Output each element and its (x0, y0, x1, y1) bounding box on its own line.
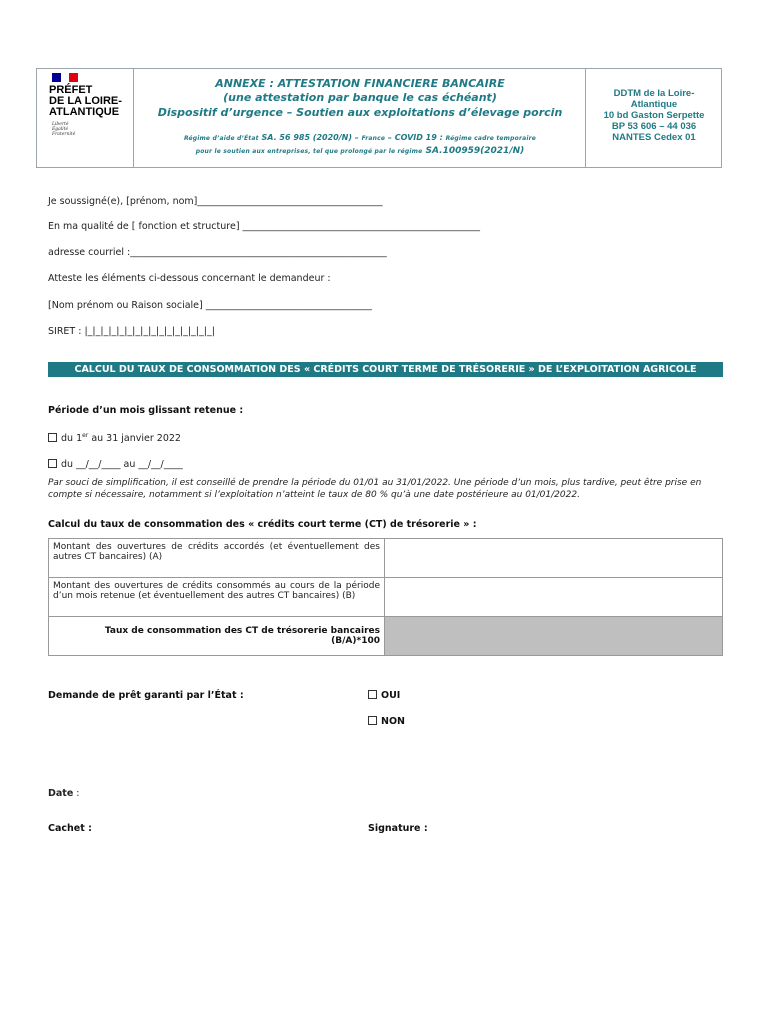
option1-b: au 31 janvier 2022 (88, 433, 181, 445)
atteste-text: Atteste les éléments ci-dessous concernant le demandeur : (48, 273, 331, 284)
regime-line-1 (134, 133, 586, 142)
table-row (49, 617, 723, 656)
checkbox-oui[interactable] (368, 690, 377, 699)
siret-field[interactable]: SIRET : |_|_|_|_|_|_|_|_|_|_|_|_|_|_|_|_| (48, 326, 215, 337)
regime-f: pour le soutien aux entreprises, tel que prolongé par le régime (195, 148, 423, 155)
devise-line-3: Fraternité (52, 132, 76, 137)
address-line-3: 10 bd Gaston Serpette (603, 110, 705, 121)
address-line-1: DDTM de la Loire- (613, 88, 695, 99)
periode-option-2[interactable] (48, 459, 183, 470)
option2-text: du __/__/____ au __/__/____ (61, 459, 183, 470)
logo-cell (36, 68, 134, 168)
flag-white (61, 73, 70, 82)
document-title: ANNEXE : ATTESTATION FINANCIERE BANCAIRE (215, 77, 505, 90)
pret-oui-option[interactable] (368, 690, 400, 701)
flag-blue (52, 73, 61, 82)
taux-label-line-1: Taux de consommation des CT de trésorerie bancaires (104, 626, 380, 636)
courriel-field[interactable]: adresse courriel :______________________________________________________ (48, 247, 387, 258)
pret-label: Demande de prêt garanti par l’État : (48, 690, 244, 701)
ddtm-address (591, 88, 717, 143)
regime-a: Régime d’aide d’État (183, 135, 259, 142)
address-line-2: Atlantique (630, 99, 678, 110)
taux-label-line-2: (B/A)*100 (331, 636, 380, 646)
calcul-heading: Calcul du taux de consommation des « crédits court terme (CT) de trésorerie » : (48, 519, 477, 530)
pret-non-option[interactable] (368, 716, 405, 727)
date-field[interactable] (48, 788, 80, 799)
marianne-flag-icon (52, 73, 78, 82)
checkbox-non[interactable] (368, 716, 377, 725)
row-b-value-cell[interactable] (385, 578, 723, 617)
row-taux-value-cell (385, 617, 723, 656)
section-banner: CALCUL DU TAUX DE CONSOMMATION DES « CRÉDITS COURT TERME DE TRÉSORERIE » DE L’EXPLOITATION AGRICOLE (48, 362, 723, 377)
logo-line-1: PRÉFET (49, 84, 93, 96)
row-a-label: Montant des ouvertures de crédits accordés (et éventuellement des autres CT bancaires) (A) (49, 539, 385, 578)
logo-line-3: ATLANTIQUE (49, 106, 120, 118)
date-label: Date (48, 788, 74, 799)
devise-line-2: Égalité (52, 127, 69, 132)
checkbox-option-1[interactable] (48, 433, 57, 442)
option1-sup: er (82, 432, 89, 439)
table-row (49, 539, 723, 578)
nom-raison-field[interactable]: [Nom prénom ou Raison sociale] ___________________________________ (48, 300, 372, 311)
address-line-5: NANTES Cedex 01 (612, 132, 696, 143)
oui-label: OUI (381, 690, 401, 701)
regime-c: France (361, 135, 386, 142)
regime-d: – COVID 19 : (385, 133, 446, 142)
prefet-logo-text (49, 85, 133, 118)
date-colon: : (73, 788, 80, 799)
periode-note-line-2: compte si nécessaire, notamment si l’exploitation n’atteint le taux de 80 % qu’à une date postérieure au 01/01/2022. (48, 490, 580, 500)
devise-text (52, 122, 92, 137)
devise-line-1: Liberté (52, 122, 69, 127)
periode-heading: Période d’un mois glissant retenue : (48, 405, 244, 416)
regime-e: Régime cadre temporaire (445, 135, 537, 142)
soussigne-field[interactable]: Je soussigné(e), [prénom, nom]_______________________________________ (48, 196, 383, 207)
calcul-table (48, 538, 723, 656)
address-line-4: BP 53 606 – 44 036 (611, 121, 697, 132)
checkbox-option-2[interactable] (48, 459, 57, 468)
periode-option-1[interactable] (48, 432, 181, 444)
signature-label: Signature : (368, 823, 428, 834)
document-subtitle: (une attestation par banque le cas échéant) (223, 91, 497, 104)
dispositif-title: Dispositif d’urgence – Soutien aux exploitations d’élevage porcin (157, 106, 563, 119)
row-b-label: Montant des ouvertures de crédits consommés au cours de la période d’un mois retenue (et éventuellement des autres CT bancaires) (B) (49, 578, 385, 617)
row-a-value-cell[interactable] (385, 539, 723, 578)
non-label: NON (381, 716, 405, 727)
flag-red (69, 73, 78, 82)
option1-a: du 1 (61, 433, 83, 445)
row-taux-label (49, 617, 385, 656)
periode-note-line-1: Par souci de simplification, il est conseillé de prendre la période du 01/01 au 31/01/2022. Une période d’un mois, plus tardive, peut être prise en (48, 478, 702, 488)
regime-b: SA. 56 985 (2020/N) – (258, 133, 362, 142)
regime-line-2 (134, 146, 586, 156)
qualite-field[interactable]: En ma qualité de [ fonction et structure] __________________________________________________ (48, 221, 481, 232)
regime-g: SA.100959(2021/N) (422, 146, 525, 156)
table-row (49, 578, 723, 617)
logo-line-2: DE LA LOIRE- (49, 95, 122, 107)
cachet-label: Cachet : (48, 823, 92, 834)
